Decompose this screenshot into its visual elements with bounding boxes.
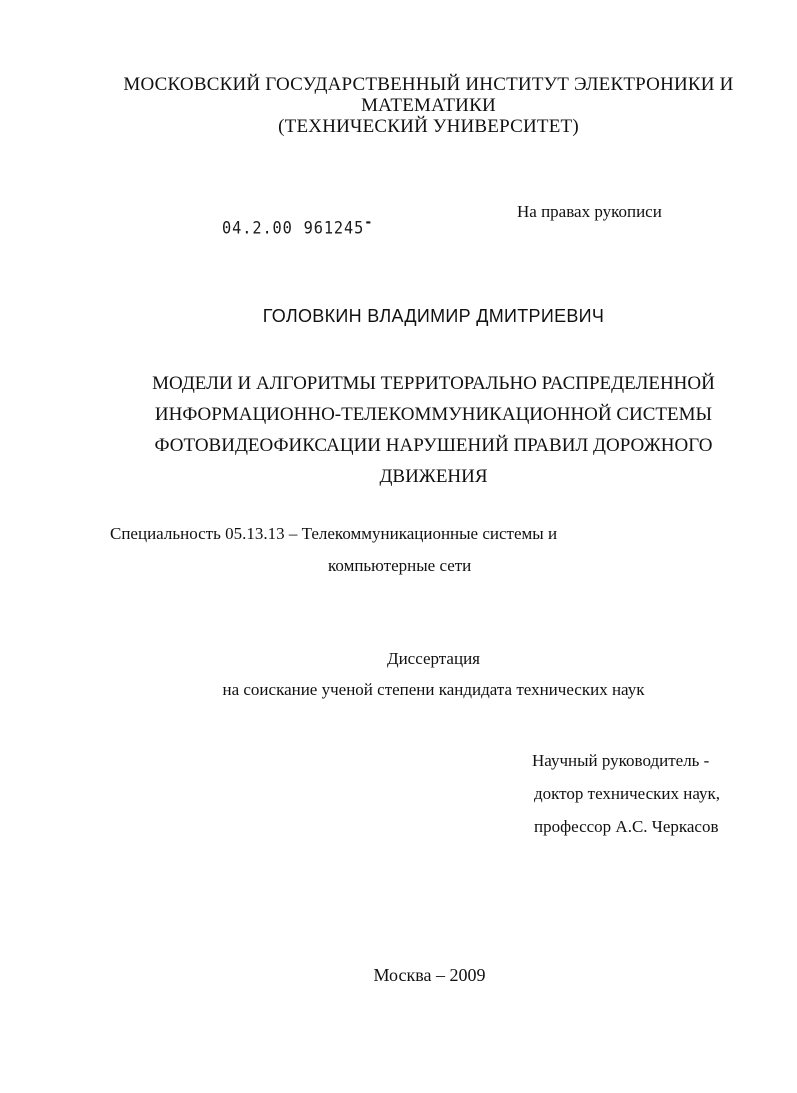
stamp-code: 04.2.00 [222,218,293,239]
dissertation-line-2: на соискание ученой степени кандидата технических наук [222,680,645,699]
institute-line-1: МОСКОВСКИЙ ГОСУДАРСТВЕННЫЙ ИНСТИТУТ ЭЛЕКТРОНИКИ И [123,74,734,95]
library-stamp [222,213,373,239]
title-line-1: МОДЕЛИ И АЛГОРИТМЫ ТЕРРИТОРАЛЬНО РАСПРЕДЕЛЕННОЙ [152,373,715,394]
specialty-line-1: Специальность 05.13.13 – Телекоммуникационные системы и [110,524,558,543]
author-name: ГОЛОВКИН ВЛАДИМИР ДМИТРИЕВИЧ [262,306,605,326]
institute-line-2: МАТЕМАТИКИ [361,95,496,116]
city-year: Москва – 2009 [373,965,486,985]
institute-line-3: (ТЕХНИЧЕСКИЙ УНИВЕРСИТЕТ) [278,116,579,137]
title-line-3: ФОТОВИДЕОФИКСАЦИИ НАРУШЕНИЙ ПРАВИЛ ДОРОЖНОГО [154,435,713,456]
title-line-4: ДВИЖЕНИЯ [379,466,488,487]
manuscript-note: На правах рукописи [517,202,662,221]
specialty [110,518,558,575]
dissertation-purpose [35,643,797,705]
supervisor-line-2: доктор технических наук, [534,784,721,803]
supervisor-line-3: профессор А.С. Черкасов [534,817,719,836]
dissertation-line-1: Диссертация [386,649,480,668]
specialty-line-2: компьютерные сети [328,556,472,575]
stamp-mark: - [364,213,374,231]
institute-header [30,74,797,137]
dissertation-title [35,368,797,492]
title-line-2: ИНФОРМАЦИОННО-ТЕЛЕКОММУНИКАЦИОННОЙ СИСТЕМЫ [154,404,713,425]
stamp-number: 961245 [303,218,365,239]
supervisor-block [532,744,720,843]
supervisor-line-1: Научный руководитель - [532,751,710,770]
